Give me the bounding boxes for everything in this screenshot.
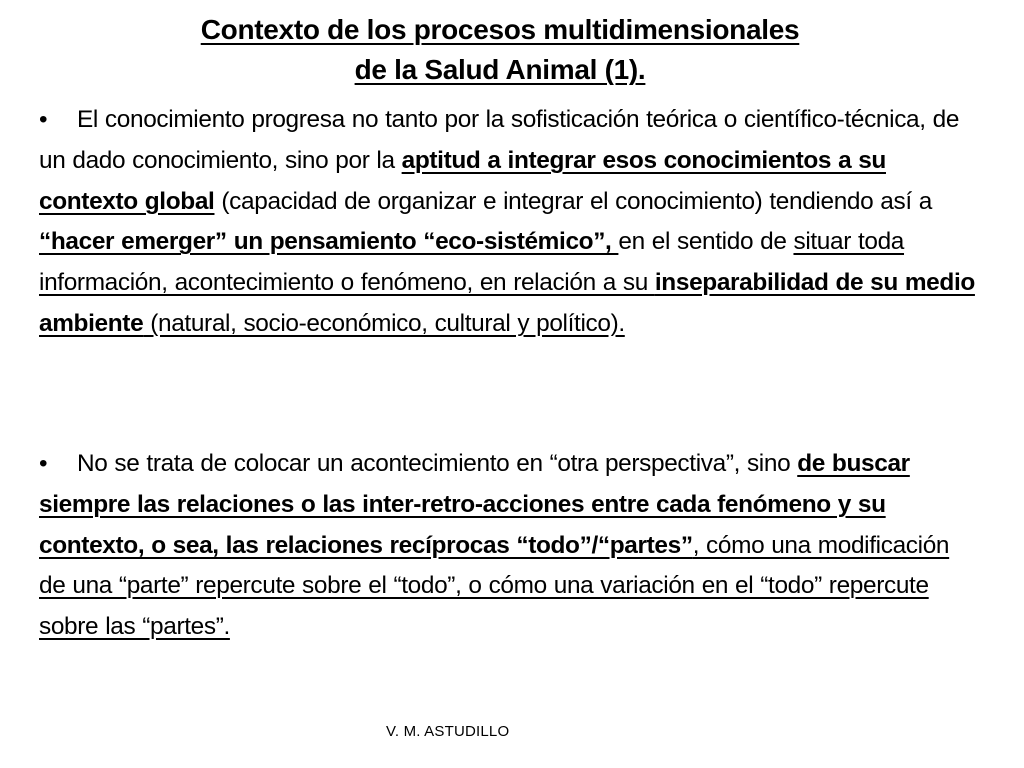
footer-author: V. M. ASTUDILLO bbox=[386, 723, 510, 740]
p2-emphasis-relations: de buscar siempre las relaciones o las inter-retro-acciones entre cada fenómeno y su contexto, o sea, las relaciones recíprocas “todo”/“partes” bbox=[39, 450, 910, 559]
p2-underlined-ending: , cómo una modificación de una “parte” repercute sobre el “todo”, o cómo una variación en el “todo” repercute sobre las “partes”. bbox=[39, 531, 950, 641]
p1-text-3: en el sentido de bbox=[618, 228, 794, 256]
p1-text-1: El conocimiento progresa no tanto por la sofisticación teórica o científico-técnica, de un dado conocimiento, sino por la bbox=[39, 106, 960, 174]
bullet-paragraph-1 bbox=[39, 100, 979, 345]
bullet-marker: • bbox=[39, 106, 48, 133]
p1-underlined-situar: situar toda información, acontecimiento o fenómeno, en relación a su bbox=[39, 228, 905, 297]
p1-emphasis-integration: aptitud a integrar esos conocimientos a su contexto global bbox=[39, 146, 886, 215]
title-line-1: Contexto de los procesos multidimensionales bbox=[200, 14, 800, 45]
p1-emphasis-ecosystemic: “hacer emerger” un pensamiento “eco-sistémico”, bbox=[39, 228, 619, 256]
title-line-2: de la Salud Animal (1). bbox=[354, 54, 646, 85]
p2-text-1: No se trata de colocar un acontecimiento en “otra perspectiva”, sino bbox=[77, 450, 798, 477]
bullet-marker: • bbox=[39, 450, 48, 477]
slide-title bbox=[60, 10, 940, 90]
bullet-paragraph-2 bbox=[39, 444, 979, 648]
p1-underlined-ending: (natural, socio-económico, cultural y político). bbox=[143, 309, 625, 337]
p1-emphasis-inseparability: inseparabilidad de su medio ambiente bbox=[39, 269, 975, 337]
p1-text-2: (capacidad de organizar e integrar el conocimiento) tendiendo así a bbox=[214, 187, 932, 215]
